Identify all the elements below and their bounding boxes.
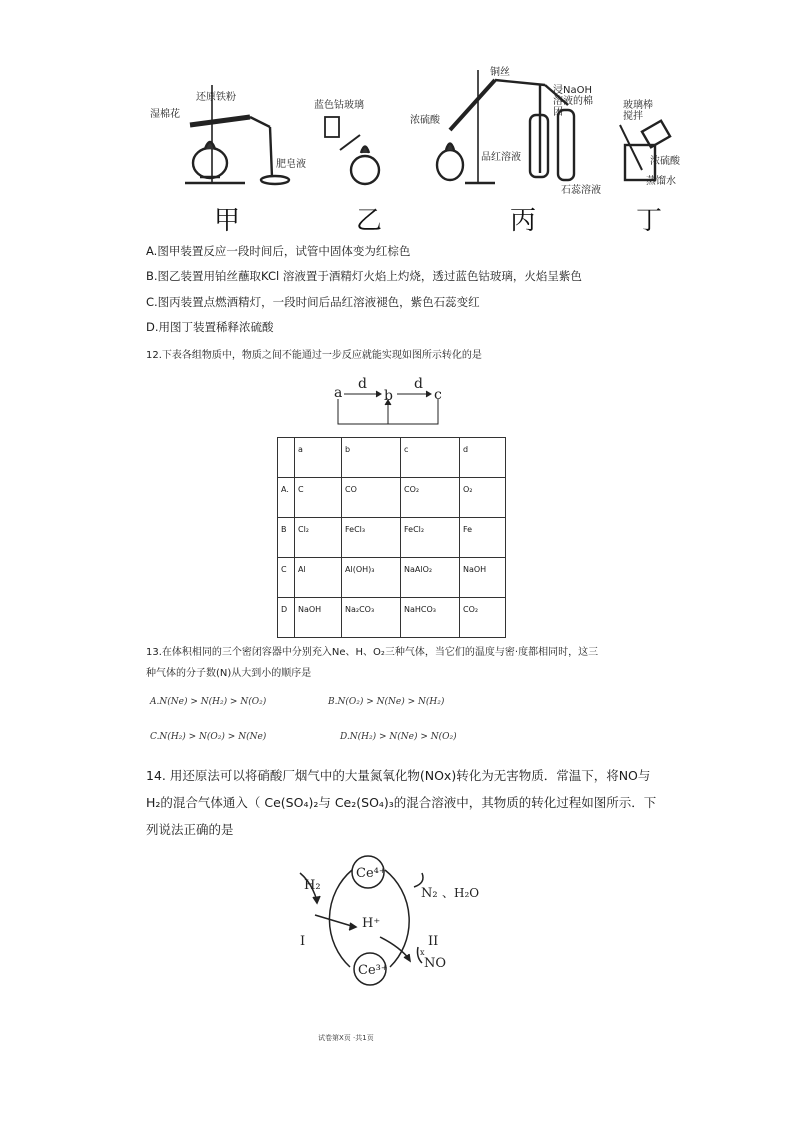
table-row xyxy=(278,518,506,558)
table-cell: CO₂ xyxy=(460,598,506,638)
table-cell: C xyxy=(295,478,342,518)
n2-label: N₂ xyxy=(421,886,438,901)
page-footer: 试卷第X页 ·共1页 xyxy=(318,1034,374,1042)
q12-stem: 12.下表各组物质中，物质之间不能通过一步反应就能实现如图所示转化的是 xyxy=(146,350,482,361)
q13-stem-line1: 13.在体积相同的三个密闭容器中分别充入Ne、H、O₂三种气体，当它们的温度与密·度都相同时，这三 xyxy=(146,647,599,658)
ce3-label: Ce³⁺ xyxy=(358,963,388,978)
table-cell: Fe xyxy=(460,518,506,558)
q14-line1: 14. 用还原法可以将硝酸厂烟气中的大量氮氧化物(NOx)转化为无害物质．常温下，将NO与 xyxy=(146,768,651,783)
label-conc-sulfuric-acid: 浓硫酸 xyxy=(410,115,440,126)
hplus-label: H⁺ xyxy=(362,916,381,931)
label-soap-solution: 肥皂液 xyxy=(276,159,306,170)
q12-table xyxy=(277,437,506,638)
table-cell: NaOH xyxy=(295,598,342,638)
label-magenta-solution: 品红溶液 xyxy=(481,152,521,163)
label-naoh-cotton: 浸NaOH溶液的棉团 xyxy=(553,85,593,118)
q11-option-a: A.图甲装置反应一段时间后，试管中固体变为红棕色 xyxy=(146,244,411,258)
table-cell: Al xyxy=(295,558,342,598)
table-cell: Na₂CO₃ xyxy=(342,598,401,638)
label-copper-wire: 铜丝 xyxy=(490,67,510,78)
table-cell: A. xyxy=(278,478,295,518)
ce4-label: Ce⁴⁺ xyxy=(356,866,386,881)
figure-label-jia: 甲 xyxy=(214,206,241,236)
table-row xyxy=(278,478,506,518)
diagram-a: a xyxy=(334,385,343,401)
table-cell: D xyxy=(278,598,295,638)
q13-option-b: B.N(O₂) > N(Ne) > N(H₂) xyxy=(328,697,445,707)
table-row xyxy=(278,598,506,638)
diagram-d1: d xyxy=(358,376,367,392)
q13-option-c: C.N(H₂) > N(O₂) > N(Ne) xyxy=(150,732,267,742)
table-cell: O₂ xyxy=(460,478,506,518)
table-cell xyxy=(278,438,295,478)
table-cell: d xyxy=(460,438,506,478)
x-label: x xyxy=(420,948,425,957)
q11-option-c: C.图丙装置点燃酒精灯，一段时间后品红溶液褪色，紫色石蕊变红 xyxy=(146,295,480,309)
figure-label-bing: 丙 xyxy=(510,206,537,236)
table-cell: C xyxy=(278,558,295,598)
table-cell: b xyxy=(342,438,401,478)
no-label: NO xyxy=(424,956,447,971)
q11-option-b: B.图乙装置用铂丝蘸取KCl 溶液置于酒精灯火焰上灼烧，透过蓝色钴玻璃，火焰呈紫色 xyxy=(146,269,582,283)
q13-stem-line2: 种气体的分子数(N)从大到小的顺序是 xyxy=(146,668,312,679)
figure-label-ding: 丁 xyxy=(636,206,663,236)
label-conc-sulfuric-acid-2: 浓硫酸 xyxy=(650,156,680,167)
table-cell: Cl₂ xyxy=(295,518,342,558)
label-wet-cotton: 湿棉花 xyxy=(150,109,180,120)
table-cell: B xyxy=(278,518,295,558)
q14-cycle-diagram xyxy=(290,845,480,995)
diagram-d2: d xyxy=(414,376,423,392)
label-blue-cobalt-glass: 蓝色钴玻璃 xyxy=(314,100,364,111)
table-cell: a xyxy=(295,438,342,478)
table-cell: CO xyxy=(342,478,401,518)
q13-option-a: A.N(Ne) > N(H₂) > N(O₂) xyxy=(150,697,267,707)
table-cell: NaAlO₂ xyxy=(401,558,460,598)
diagram-b: b xyxy=(384,388,393,404)
label-glass-rod-stirring: 玻璃棒搅拌 xyxy=(623,100,653,122)
table-cell: Al(OH)₃ xyxy=(342,558,401,598)
label-litmus-solution: 石蕊溶液 xyxy=(561,185,601,196)
q14-line3: 列说法正确的是 xyxy=(146,822,234,837)
label-distilled-water: 蒸馏水 xyxy=(646,176,676,187)
table-cell: NaHCO₃ xyxy=(401,598,460,638)
diagram-c: c xyxy=(434,387,442,403)
table-cell: NaOH xyxy=(460,558,506,598)
table-cell: FeCl₃ xyxy=(342,518,401,558)
h2-label: H₂ xyxy=(304,878,321,893)
q11-option-d: D.用图丁装置稀释浓硫酸 xyxy=(146,320,274,334)
table-cell: c xyxy=(401,438,460,478)
table-cell: FeCl₂ xyxy=(401,518,460,558)
step-1-label: I xyxy=(300,934,306,949)
q14-line2: H₂的混合气体通入（ Ce(SO₄)₂与 Ce₂(SO₄)₃的混合溶液中，其物质的转化过程如图所示．下 xyxy=(146,795,657,810)
figure-label-yi: 乙 xyxy=(356,206,383,236)
label-iron-powder: 还原铁粉 xyxy=(196,92,236,103)
q12-conversion-diagram xyxy=(330,375,450,430)
h2o-label: 、H₂O xyxy=(442,886,480,900)
table-row xyxy=(278,558,506,598)
table-cell: CO₂ xyxy=(401,478,460,518)
table-header-row xyxy=(278,438,506,478)
step-2-label: II xyxy=(428,934,439,949)
q13-option-d: D.N(H₂) > N(Ne) > N(O₂) xyxy=(340,732,457,742)
